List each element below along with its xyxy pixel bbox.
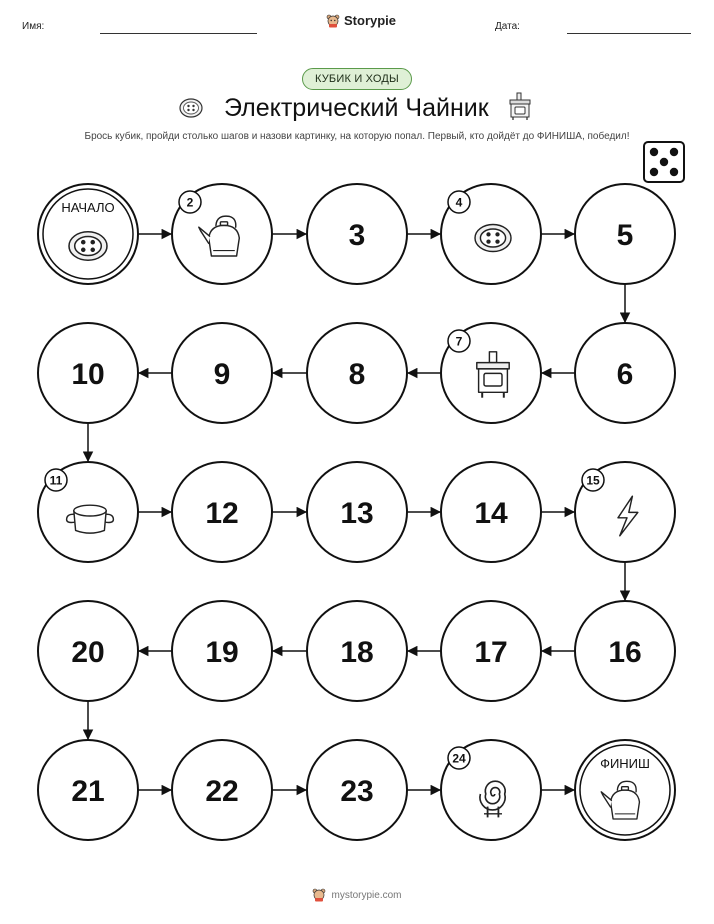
finish-label: ФИНИШ xyxy=(600,756,650,771)
board-cell-12 xyxy=(172,462,272,562)
name-label: Имя: xyxy=(22,21,45,32)
cell-number-badge xyxy=(448,191,470,213)
page-title: Электрический Чайник xyxy=(224,94,489,122)
board-cell-2 xyxy=(172,184,272,284)
button-icon xyxy=(69,232,107,261)
cell-number: 7 xyxy=(455,334,463,349)
cell-number: 15 xyxy=(586,473,600,488)
board-cell-16 xyxy=(575,601,675,701)
cell-number: 9 xyxy=(213,358,231,391)
board-cell-20 xyxy=(38,601,138,701)
cell-number: 4 xyxy=(455,195,463,210)
board-cell-1 xyxy=(38,184,138,284)
cell-number: 5 xyxy=(616,219,634,252)
cell-number: 22 xyxy=(205,775,239,808)
button-icon xyxy=(475,225,511,252)
board-cell-6 xyxy=(575,323,675,423)
instructions-text: Брось кубик, пройди столько шагов и назови картинку, на которую попал. Первый, кто дойдёт до ФИНИША, победил! xyxy=(84,131,630,142)
board-cell-13 xyxy=(307,462,407,562)
cell-number: 11 xyxy=(49,473,63,488)
board-cell-5 xyxy=(575,184,675,284)
board-cell-4 xyxy=(441,184,541,284)
cell-number: 21 xyxy=(71,775,105,808)
cell-number-badge xyxy=(448,747,470,769)
board-cell-3 xyxy=(307,184,407,284)
cell-number: 2 xyxy=(186,195,194,210)
cell-number: 19 xyxy=(205,636,239,669)
start-label: НАЧАЛО xyxy=(61,200,115,215)
board-cell-18 xyxy=(307,601,407,701)
brand-name: Storypie xyxy=(344,13,397,28)
footer-url[interactable]: mystorypie.com xyxy=(331,889,402,901)
cell-number: 8 xyxy=(348,358,366,391)
board-cell-15 xyxy=(575,462,675,562)
bear-mascot-icon xyxy=(312,888,326,902)
board-cell-21 xyxy=(38,740,138,840)
board-cell-24 xyxy=(441,740,541,840)
game-type-badge: КУБИК И ХОДЫ xyxy=(302,68,412,90)
board-cell-19 xyxy=(172,601,272,701)
board-cell-25 xyxy=(575,740,675,840)
cell-number: 23 xyxy=(340,775,374,808)
cell-number-badge xyxy=(448,330,470,352)
cell-number: 14 xyxy=(474,497,508,530)
board-cell-17 xyxy=(441,601,541,701)
cell-number: 12 xyxy=(205,497,239,530)
cell-number: 20 xyxy=(71,636,105,669)
cell-number: 18 xyxy=(340,636,374,669)
cell-number: 3 xyxy=(348,219,366,252)
date-label: Дата: xyxy=(495,21,520,32)
board-cell-14 xyxy=(441,462,541,562)
cell-number: 10 xyxy=(71,358,105,391)
board-cell-11 xyxy=(38,462,138,562)
board-cell-10 xyxy=(38,323,138,423)
cell-number-badge xyxy=(582,469,604,491)
board-cell-23 xyxy=(307,740,407,840)
cell-number-badge xyxy=(45,469,67,491)
cell-number: 16 xyxy=(608,636,642,669)
board-cell-7 xyxy=(441,323,541,423)
board-cell-9 xyxy=(172,323,272,423)
board-cell-22 xyxy=(172,740,272,840)
footer xyxy=(0,888,714,902)
cell-number: 6 xyxy=(616,358,634,391)
cell-number: 24 xyxy=(452,751,466,766)
cell-number: 17 xyxy=(474,636,508,669)
cell-number-badge xyxy=(179,191,201,213)
board-cell-8 xyxy=(307,323,407,423)
cell-number: 13 xyxy=(340,497,374,530)
